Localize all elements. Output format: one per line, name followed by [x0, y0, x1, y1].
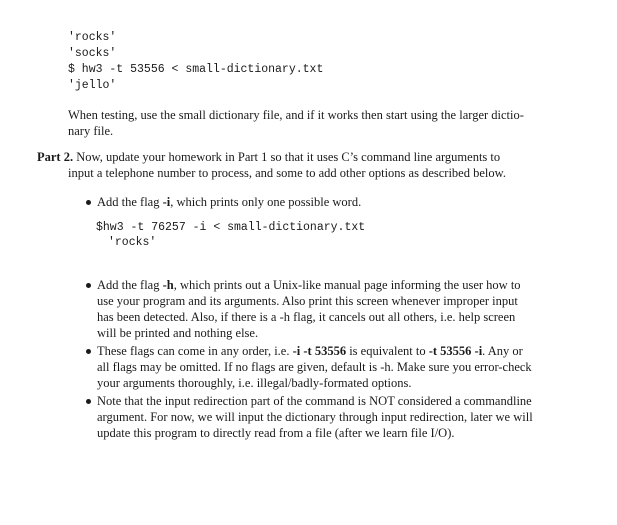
part2-heading [37, 149, 500, 165]
part2-text: Now, update your homework in Part 1 so that it uses C’s command line arguments to [76, 150, 501, 164]
bullet-2-prefix: Add the flag [97, 278, 163, 292]
bullet-3-text: These flags can come in any order, i.e. [97, 344, 293, 358]
bullet-2-line: use your program and its arguments. Also print this screen whenever improper input [97, 294, 518, 308]
code-line: 'jello' [68, 79, 117, 92]
bullet-1-suffix: , which prints only one possible word. [170, 195, 362, 209]
flags-example: -t 53556 -i [428, 344, 483, 358]
flags-example: -i -t 53556 [292, 344, 347, 358]
part2-label: Part 2. [37, 150, 74, 164]
testing-note-line: When testing, use the small dictionary file, and if it works then start using the larger dictio- [68, 108, 524, 122]
bullet-icon [86, 200, 91, 205]
bullet-4-line: argument. For now, we will input the dictionary through input redirection, later we will [97, 410, 533, 424]
bullet-2-line: will be printed and nothing else. [97, 326, 259, 340]
bullet-icon [86, 399, 91, 404]
bullet-3-line: your arguments thoroughly, i.e. illegal/badly-formated options. [97, 376, 412, 390]
flag-h: -h [162, 278, 174, 292]
bullet-2-line: has been detected. Also, if there is a -h flag, it cancels out all others, i.e. help screen [97, 310, 516, 324]
bullet-3-line: all flags may be omitted. If no flags are given, default is -h. Make sure you error-check [97, 360, 532, 374]
bullet-icon [86, 349, 91, 354]
bullet-4-line: Note that the input redirection part of the command is NOT considered a commandline [97, 394, 532, 408]
bullet-3-text: . Any or [482, 344, 523, 358]
bullet-1-text [97, 194, 361, 210]
code-line: 'rocks' [68, 31, 117, 44]
code-line: $ hw3 -t 53556 < small-dictionary.txt [68, 63, 324, 76]
testing-note-line: nary file. [68, 124, 114, 138]
bullet-1-prefix: Add the flag [97, 195, 163, 209]
bullet-3-text: is equivalent to [346, 344, 429, 358]
bullet-2-line [97, 277, 521, 293]
bullet-3-line [97, 343, 523, 359]
bullet-4-line: update this program to directly read from a file (after we learn file I/O). [97, 426, 455, 440]
bullet-2-suffix: , which prints out a Unix-like manual page informing the user how to [173, 278, 521, 292]
flag-i: -i [162, 195, 171, 209]
code-line: $hw3 -t 76257 -i < small-dictionary.txt [96, 221, 366, 234]
code-line: 'socks' [68, 47, 117, 60]
part2-text-line: input a telephone number to process, and some to add other options as described below. [68, 166, 506, 180]
bullet-icon [86, 283, 91, 288]
code-line: 'rocks' [108, 236, 157, 249]
